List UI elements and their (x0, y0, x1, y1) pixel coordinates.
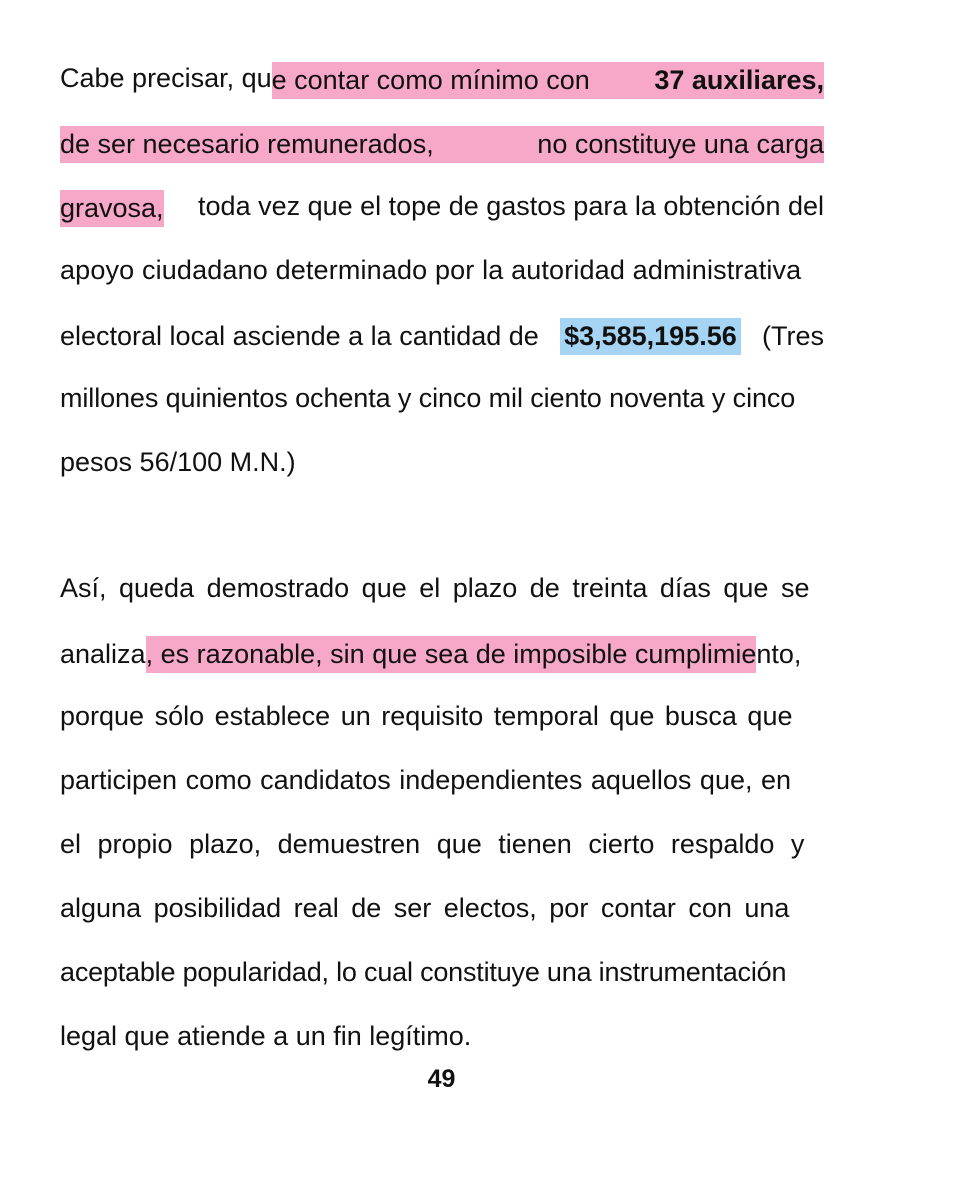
text-segment: nto, (756, 639, 802, 669)
text-segment: el propio plazo, demuestren que tienen cierto respaldo y (60, 829, 805, 859)
text-segment: analiza (60, 639, 146, 669)
text-segment: aceptable popularidad, lo cual constituye una instrumentación (60, 957, 787, 987)
bold-text: 37 auxiliares, (654, 65, 824, 95)
text-segment: pesos 56/100 M.N.) (60, 447, 296, 477)
paragraph-1-line-5 (60, 318, 824, 350)
amount-text: $3,585,195.56 (564, 321, 737, 351)
paragraph-1-line-3 (60, 190, 824, 222)
paragraph-2-line-8 (60, 1020, 824, 1052)
text-segment: legal que atiende a un fin legítimo. (60, 1021, 472, 1051)
paragraph-2-line-4 (60, 764, 824, 796)
text-segment: alguna posibilidad real de ser electos, por contar con una (60, 893, 790, 923)
paragraph-2-line-5 (60, 828, 824, 860)
text-segment: no constituye una carga (529, 129, 824, 159)
pink-highlight (60, 190, 164, 227)
text-segment: , es razonable, sin que sea de imposible cumplimie (145, 639, 757, 669)
paragraph-1-line-2 (60, 126, 824, 158)
text-segment: apoyo ciudadano determinado por la autoridad administrativa (60, 255, 802, 285)
paragraph-1-line-4 (60, 254, 824, 286)
pink-highlight (60, 126, 824, 163)
text-segment: porque sólo establece un requisito temporal que busca que (60, 701, 793, 731)
paragraph-1-line-7 (60, 446, 824, 478)
text-segment: millones quinientos ochenta y cinco mil ciento noventa y cinco (60, 383, 796, 413)
paragraph-2-line-3 (60, 700, 824, 732)
text-segment: Cabe precisar, qu (60, 63, 272, 93)
paragraph-2-line-7 (60, 956, 824, 988)
text-segment: de ser necesario remunerados, (60, 129, 434, 159)
paragraph-2-line-1 (60, 572, 824, 604)
paragraph-1-line-1 (60, 62, 824, 94)
text-segment: Así, queda demostrado que el plazo de treinta días que se (60, 573, 810, 603)
blue-highlight (560, 318, 741, 355)
text-segment: toda vez que el tope de gastos para la obtención del (190, 191, 824, 221)
text-segment: electoral local asciende a la cantidad de (60, 321, 547, 351)
page-number: 49 (427, 1065, 456, 1093)
text-segment: (Tres (754, 321, 824, 351)
pink-highlight (272, 62, 824, 99)
text-segment: gravosa, (60, 193, 164, 223)
paragraph-1-line-6 (60, 382, 824, 414)
paragraph-2-line-6 (60, 892, 824, 924)
text-segment: e contar como mínimo con (271, 65, 598, 95)
text-segment: participen como candidatos independientes aquellos que, en (60, 765, 792, 795)
paragraph-2-line-2 (60, 636, 824, 668)
pink-highlight (146, 636, 757, 673)
